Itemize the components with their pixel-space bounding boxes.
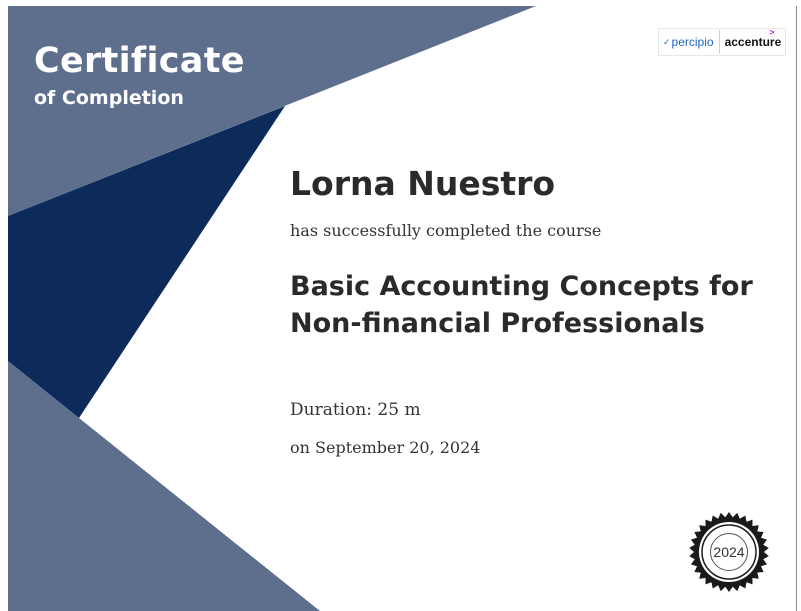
percipio-logo-text: percipio [671,35,714,49]
certificate-title: Certificate [34,41,245,81]
completion-date: on September 20, 2024 [290,438,481,457]
certificate-subtitle: of Completion [34,87,184,109]
seal-year: 2024 [713,544,745,560]
percipio-logo [659,30,720,54]
accenture-logo [720,30,786,54]
course-duration: Duration: 25 m [290,400,421,420]
accenture-greater-than-icon: > [769,28,775,37]
completion-statement: has successfully completed the course [290,221,602,240]
accenture-logo-text: accenture [724,35,782,49]
right-border-line [796,6,797,611]
learner-name: Lorna Nuestro [290,164,556,203]
percipio-check-icon: ✓ [663,36,671,47]
certificate-frame [8,6,798,611]
course-title: Basic Accounting Concepts for Non-financial Professionals [290,271,753,339]
completion-seal [688,511,770,593]
partner-logos [658,28,786,56]
